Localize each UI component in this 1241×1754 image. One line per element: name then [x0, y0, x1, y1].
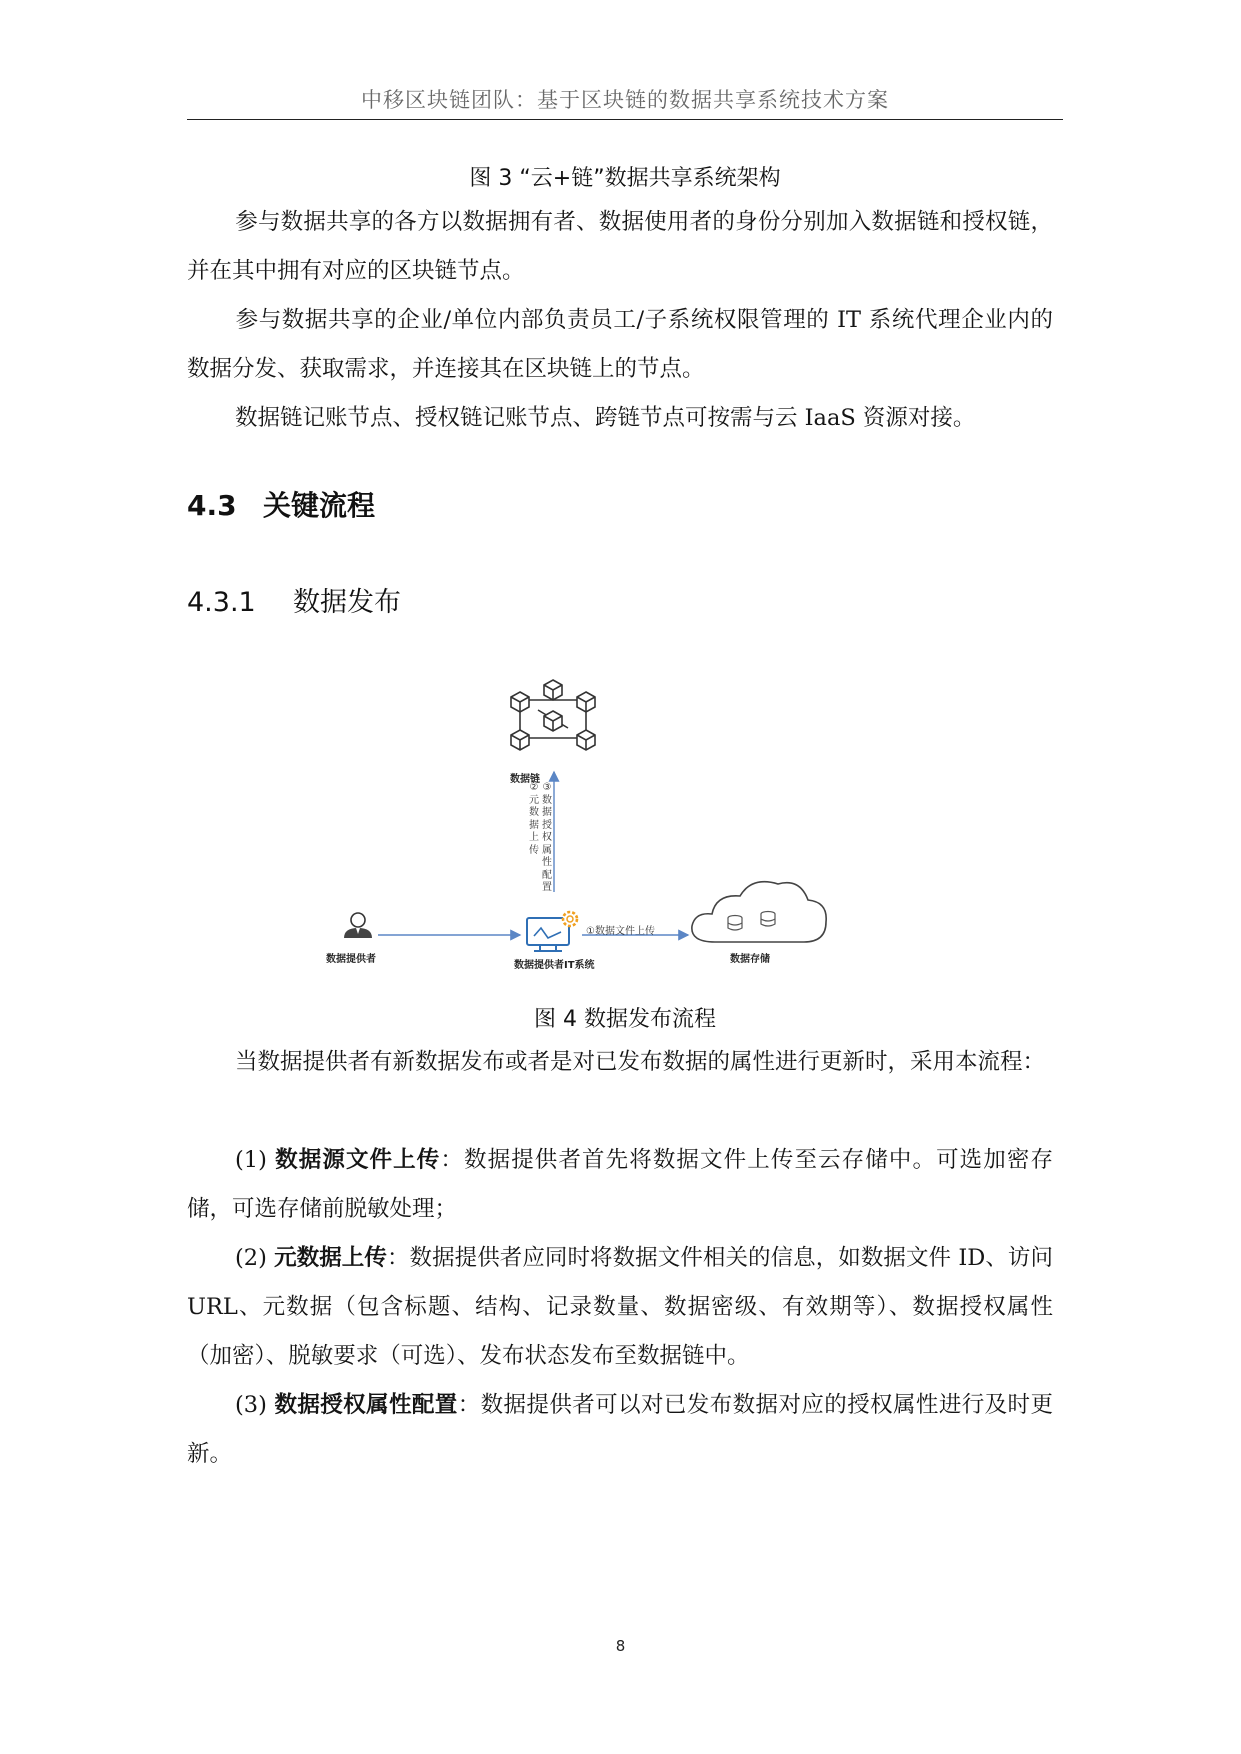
provider-label: 数据提供者	[326, 954, 376, 965]
list-item-3-title: 数据授权属性配置	[274, 1392, 458, 1418]
figure-4-caption: 图 4 数据发布流程	[534, 1007, 716, 1032]
paragraph-iaas: 数据链记账节点、授权链记账节点、跨链节点可按需与云 IaaS 资源对接。	[235, 405, 976, 431]
section-heading	[187, 484, 375, 524]
subsection-title: 数据发布	[293, 587, 401, 618]
user-icon	[344, 913, 372, 938]
paragraph-participants: 参与数据共享的各方以数据拥有者、数据使用者的身份分别加入数据链和授权链，并在其中拥有对应的区块链节点。	[187, 209, 1053, 284]
section-title: 关键流程	[263, 489, 376, 522]
it-system-label: 数据提供者IT系统	[514, 960, 595, 971]
list-item-1: (1) 数据源文件上传：数据提供者首先将数据文件上传至云存储中。可选加密存储，可选存储前脱敏处理；	[187, 1147, 1053, 1222]
step1-label: ①数据文件上传	[586, 926, 655, 937]
cloud-database-icon	[692, 882, 826, 942]
paragraph-intro: 当数据提供者有新数据发布或者是对已发布数据的属性进行更新时，采用本流程：	[235, 1049, 1046, 1075]
paragraph-it-system: 参与数据共享的企业/单位内部负责员工/子系统权限管理的 IT 系统代理企业内的数据分发、获取需求，并连接其在区块链上的节点。	[187, 307, 1053, 382]
page-number: 8	[615, 1637, 626, 1655]
list-item-2-title: 元数据上传	[274, 1245, 387, 1271]
section-number: 4.3	[187, 489, 237, 522]
step2-label: ②元数据上传	[529, 782, 539, 856]
blockchain-label: 数据链	[510, 774, 540, 785]
storage-label: 数据存储	[730, 954, 770, 965]
blockchain-cubes-icon	[511, 680, 595, 750]
list-item-1-title: 数据源文件上传	[275, 1147, 441, 1173]
step3-label: ③数据授权属性配置	[542, 782, 552, 893]
figure-3-caption: 图 3 “云+链”数据共享系统架构	[469, 166, 781, 191]
running-header: 中移区块链团队：基于区块链的数据共享系统技术方案	[361, 88, 889, 112]
subsection-number: 4.3.1	[187, 587, 256, 618]
monitor-gear-icon	[527, 912, 577, 951]
data-publish-diagram	[320, 670, 920, 980]
list-item-2: (2) 元数据上传：数据提供者应同时将数据文件相关的信息，如数据文件 ID、访问 URL、元数据（包含标题、结构、记录数量、数据密级、有效期等）、数据授权属性（加密）、脱敏要求（可选）、发布状态发布至数据链中。	[187, 1245, 1053, 1369]
list-item-3: (3) 数据授权属性配置：数据提供者可以对已发布数据对应的授权属性进行及时更新。	[187, 1392, 1053, 1467]
header-rule	[187, 119, 1063, 120]
subsection-heading	[187, 580, 401, 619]
